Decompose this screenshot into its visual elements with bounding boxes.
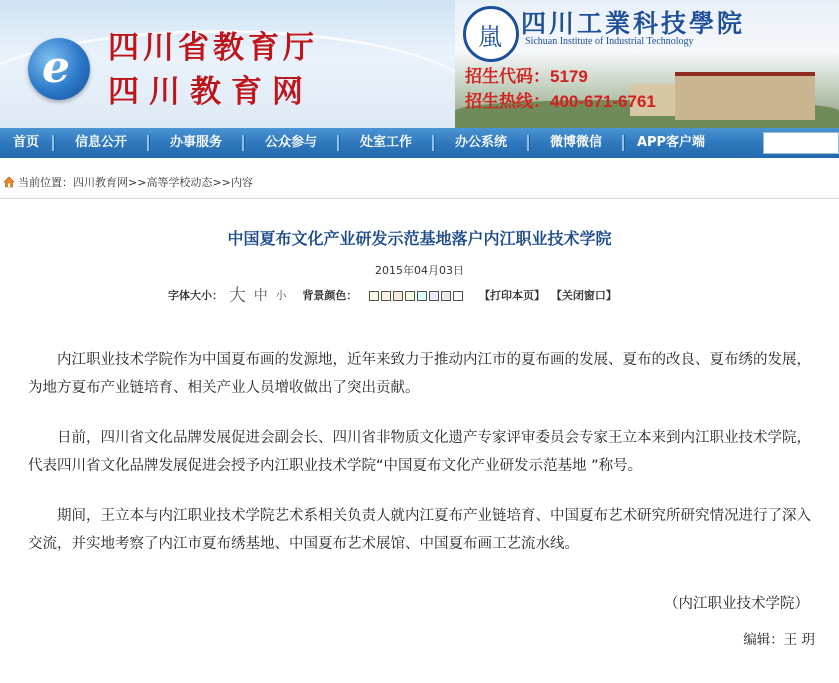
search-input[interactable] — [763, 132, 839, 154]
breadcrumb-text — [18, 168, 253, 198]
home-icon — [3, 176, 15, 188]
close-window-button[interactable]: 【关闭窗口】 — [550, 289, 617, 302]
nav-item-info-public[interactable]: 信息公开 — [74, 135, 127, 150]
ad-building — [675, 72, 815, 120]
nav-item-app-client[interactable]: APP客户端 — [636, 135, 706, 150]
enrollment-hotline: 招生热线：400-671-6761 — [465, 92, 656, 111]
nav-item-home[interactable]: 首页 — [12, 135, 39, 150]
breadcrumb-link-category[interactable]: 高等学校动态 — [146, 176, 213, 189]
breadcrumb-prefix: 当前位置： — [18, 176, 73, 189]
bg-color-swatch[interactable] — [417, 291, 427, 301]
article-paragraph: 日前，四川省文化品牌发展促进会副会长、四川省非物质文化遗产专家评审委员会专家王立本来到内江职业技术学院，代表四川省文化品牌发展促进会授予内江职业技术学院“中国夏布文化产业研发示范基地 ”称号。 — [28, 430, 811, 474]
breadcrumb-link-home[interactable]: 四川教育网 — [73, 176, 128, 189]
article-date: 2015年04月03日 — [375, 264, 464, 277]
article-body — [28, 346, 814, 580]
logo-letter: e — [42, 42, 70, 93]
school-name-cn: 四川工業科技學院 — [521, 9, 746, 38]
nav-item-weibo-wechat[interactable]: 微博微信 — [549, 135, 602, 150]
font-size-label: 字体大小： — [168, 289, 223, 302]
nav-item-participation[interactable]: 公众参与 — [264, 135, 317, 150]
article-title: 中国夏布文化产业研发示范基地落户内江职业技术学院 — [227, 229, 612, 248]
bg-color-label: 背景颜色： — [302, 289, 358, 302]
breadcrumb-separator: >> — [128, 176, 147, 189]
school-name-en: Sichuan Institute of Industrial Technology — [525, 36, 694, 47]
site-logo[interactable] — [28, 38, 90, 100]
bg-color-swatch[interactable] — [453, 291, 463, 301]
breadcrumb-current: 内容 — [230, 176, 253, 189]
article-paragraph: 内江职业技术学院作为中国夏布画的发源地，近年来致力于推动内江市的夏布画的发展、夏布的改良、夏布绣的发展，为地方夏布产业链培育、相关产业人员增收做出了突出贡献。 — [28, 352, 811, 396]
bg-color-swatch[interactable] — [381, 291, 391, 301]
site-title-line1: 四川省教育厅 — [108, 30, 318, 66]
article-source: （内江职业技术学院） — [664, 596, 809, 612]
main-nav — [0, 128, 839, 158]
article-paragraph: 期间，王立本与内江职业技术学院艺术系相关负责人就内江夏布产业链培育、中国夏布艺术研究所研究情况进行了深入交流，并实地考察了内江市夏布绣基地、中国夏布艺术展馆、中国夏布画工艺流水线。 — [28, 508, 811, 552]
breadcrumb — [0, 168, 839, 199]
nav-item-services[interactable]: 办事服务 — [169, 135, 222, 150]
enrollment-code: 招生代码：5179 — [465, 67, 588, 86]
font-size-small[interactable]: 小 — [275, 289, 287, 302]
breadcrumb-separator: >> — [212, 176, 231, 189]
bg-color-swatch[interactable] — [405, 291, 415, 301]
nav-item-department-work[interactable]: 处室工作 — [359, 135, 412, 150]
nav-item-office-system[interactable]: 办公系统 — [454, 135, 507, 150]
site-title-line2: 四川教育网 — [108, 74, 313, 110]
font-size-medium[interactable]: 中 — [253, 288, 268, 304]
article-tools — [168, 286, 617, 306]
print-button[interactable]: 【打印本页】 — [479, 289, 546, 302]
font-size-large[interactable]: 大 — [228, 286, 246, 306]
bg-color-swatch[interactable] — [369, 291, 379, 301]
bg-color-swatch[interactable] — [441, 291, 451, 301]
school-advertisement[interactable] — [455, 0, 839, 128]
school-seal-icon — [463, 6, 519, 62]
header-banner — [0, 0, 839, 128]
seal-glyph: 嵐 — [478, 23, 502, 51]
bg-color-swatch[interactable] — [429, 291, 439, 301]
bg-color-swatch[interactable] — [393, 291, 403, 301]
article-editor: 编辑：王 玥 — [743, 632, 815, 648]
bg-color-swatches — [369, 286, 465, 306]
